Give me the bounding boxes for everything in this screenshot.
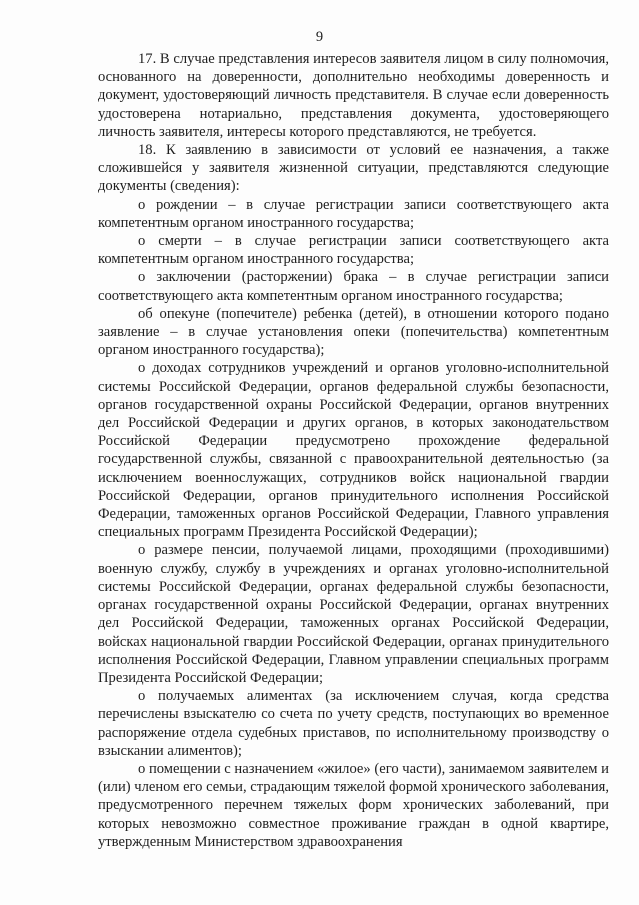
list-item-marriage: о заключении (расторжении) брака – в случае регистрации записи соответствующего акта компетентным органом иностранного государства;	[98, 269, 609, 304]
list-item-guardian: об опекуне (попечителе) ребенка (детей), в отношении которого подано заявление – в случае установления опеки (попечительства) компетентным органом иностранного государства);	[98, 305, 609, 359]
list-item-death: о смерти – в случае регистрации записи соответствующего акта компетентным органом иностранного государства;	[98, 233, 609, 268]
paragraph-18: 18. К заявлению в зависимости от условий ее назначения, а также сложившейся у заявителя жизненной ситуации, представляются следующие документы (сведения):	[98, 142, 609, 195]
page-number: 9	[315, 29, 324, 45]
list-item-birth: о рождении – в случае регистрации записи соответствующего акта компетентным органом иностранного государства;	[98, 196, 609, 231]
paragraph-17: 17. В случае представления интересов заявителя лицом в силу полномочия, основанного на доверенности, дополнительно необходимы доверенность и документ, удостоверяющий личность представителя. В случае если доверенность удостоверена нотариально, представления документа, удостоверяющего личность заявителя, интересы которого представляются, не требуется.	[98, 51, 609, 140]
list-item-alimony: о получаемых алиментах (за исключением случая, когда средства перечислены взыскателю со счета по учету средств, поступающих во временное распоряжение отдела судебных приставов, по исполнительному производству о взыскании алиментов);	[98, 688, 609, 759]
document-body	[98, 50, 609, 851]
list-item-pension: о размере пенсии, получаемой лицами, проходящими (проходившими) военную службу, службу в учреждениях и органах уголовно-исполнительной системы Российской Федерации, органах федеральной службы безопасности, органах государственной охраны Российской Федерации, органах внутренних дел Российской Федерации, таможенных органах Российской Федерации, войсках национальной гвардии Российской Федерации, органах принудительного исполнения Российской Федерации, Главном управлении специальных программ Президента Российской Федерации;	[98, 542, 609, 686]
list-item-income: о доходах сотрудников учреждений и органов уголовно-исполнительной системы Российской Федерации, органов федеральной службы безопасности, органов государственной охраны Российской Федерации, органов внутренних дел Российской Федерации и других органов, в которых законодательством Российской Федерации предусмотрено прохождение федеральной государственной службы, связанной с правоохранительной деятельностью (за исключением военнослужащих, сотрудников войск национальной гвардии Российской Федерации, органов принудительного исполнения Российской Федерации, таможенных органов Российской Федерации, Главного управления специальных программ Президента Российской Федерации);	[98, 360, 609, 541]
list-item-dwelling: о помещении с назначением «жилое» (его части), занимаемом заявителем и (или) членом его семьи, страдающим тяжелой формой хронического заболевания, предусмотренного перечнем тяжелых форм хронических заболеваний, при которых невозможно совместное проживание граждан в одной квартире, утвержденным Министерством здравоохранения	[98, 760, 609, 850]
